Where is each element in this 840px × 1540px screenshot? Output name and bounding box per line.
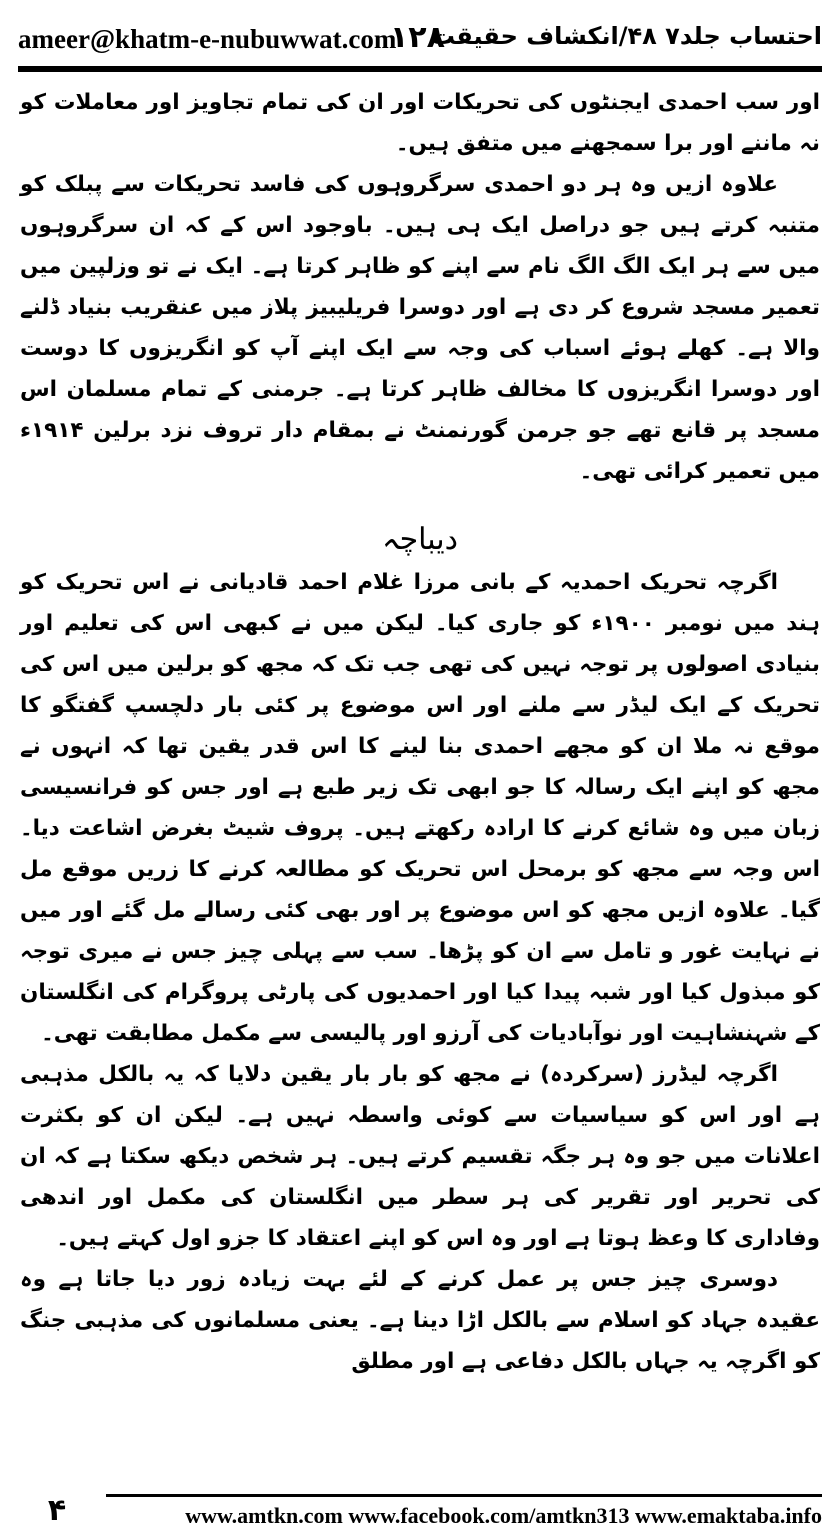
footer-links-text: www.amtkn.com www.facebook.com/amtkn313 www.emaktaba.info — [185, 1503, 822, 1528]
header-book-title: احتساب جلد۷ ۴۸/انکشاف حقیقت — [430, 22, 822, 50]
paragraph-3: اگرچہ تحریک احمدیہ کے بانی مرزا غلام احمد قادیانی نے اس تحریک کو ہند میں نومبر ۱۹۰۰ء کو جاری کیا۔ لیکن میں نے کبھی اس کی تعلیم اور بنیادی اصولوں پر توجہ نہیں کی تھی جب تک کہ مجھ کو برلین میں اس کی تحریک کے ایک لیڈر سے ملنے اور اس موضوع پر کئی بار دلچسپ گفتگو کا موقع نہ ملا ان کو مجھے احمدی بنا لینے کا اس قدر یقین تھا کہ انہوں نے مجھ کو اپنے ایک رسالہ کا جو ابھی تک زیر طبع ہے اور جس کو فرانسیسی زبان میں وہ شائع کرنے کا ارادہ رکھتے ہیں۔ پروف شیٹ بغرض اشاعت دیا۔ اس وجہ سے مجھ کو برمحل اس تحریک کو مطالعہ کرنے کا زریں موقع مل گیا۔ علاوہ ازیں مجھ کو اس موضوع پر اور بھی کئی رسالے مل گئے اور میں نے نہایت غور و تامل سے ان کو پڑھا۔ سب سے پہلی چیز جس نے میری توجہ کو مبذول کیا اور شبہ پیدا کیا اور احمدیوں کی پارٹی پروگرام کی انگلستان کے شہنشاہیت اور نوآبادیات کی آرزو اور پالیسی سے مکمل مطابقت تھی۔ — [20, 570, 821, 1046]
header-divider — [18, 66, 822, 72]
paragraph-1: اور سب احمدی ایجنٹوں کی تحریکات اور ان کی تمام تجاویز اور معاملات کو نہ ماننے اور برا سمجھنے میں متفق ہیں۔ — [20, 90, 820, 156]
paragraph-5: دوسری چیز جس پر عمل کرنے کے لئے بہت زیادہ زور دیا جاتا ہے وہ عقیدہ جہاد کو اسلام سے بالکل اڑا دینا ہے۔ یعنی مسلمانوں کی مذہبی جنگ کو اگرچہ یہ جہاں بالکل دفاعی ہے اور مطلق — [20, 1267, 820, 1374]
page-footer — [18, 1488, 822, 1532]
footer-page-number: ۴ — [47, 1492, 67, 1528]
page-header — [18, 20, 822, 60]
paragraph-2: علاوہ ازیں وہ ہر دو احمدی سرگروہوں کی فاسد تحریکات سے پبلک کو متنبہ کرتے ہیں جو دراصل ایک ہی ہیں۔ باوجود اس کے کہ ان سرگروہوں میں سے ہر ایک الگ الگ نام سے اپنے کو ظاہر کرتا ہے۔ ایک نے تو وزلپین میں تعمیر مسجد شروع کر دی ہے اور دوسرا فریلیبیز پلاز میں عنقریب بنیاد ڈلنے والا ہے۔ کھلے ہوئے اسباب کی وجہ سے ایک اپنے آپ کو انگریزوں کا دوست اور دوسرا انگریزوں کا مخالف ظاہر کرتا ہے۔ جرمنی کے تمام مسلمان اس مسجد پر قانع تھے جو جرمن گورنمنٹ نے بمقام دار تروف نزد برلین ۱۹۱۴ء میں تعمیر کرائی تھی۔ — [20, 172, 820, 484]
section-heading: دیباچہ — [381, 522, 459, 557]
header-email: ameer@khatm-e-nubuwwat.com — [18, 24, 397, 54]
page-body — [20, 82, 820, 1382]
header-page-number: ۱۲۸ — [390, 20, 445, 55]
footer-links — [106, 1494, 822, 1535]
paragraph-4: اگرچہ لیڈرز (سرکردہ) نے مجھ کو بار بار یقین دلایا کہ یہ بالکل مذہبی ہے اور اس کو سیاسیات سے کوئی واسطہ نہیں ہے۔ لیکن ان کو بکثرت اعلانات میں جو وہ ہر جگہ تقسیم کرتے ہیں۔ ہر شخص دیکھ سکتا ہے کہ ان کی تحریر اور تقریر کی ہر سطر میں انگلستان کی مکمل اور اندھی وفاداری کا وعظ ہوتا ہے اور وہ اس کو اپنے اعتقاد کا جزو اول کہتے ہیں۔ — [20, 1062, 820, 1251]
